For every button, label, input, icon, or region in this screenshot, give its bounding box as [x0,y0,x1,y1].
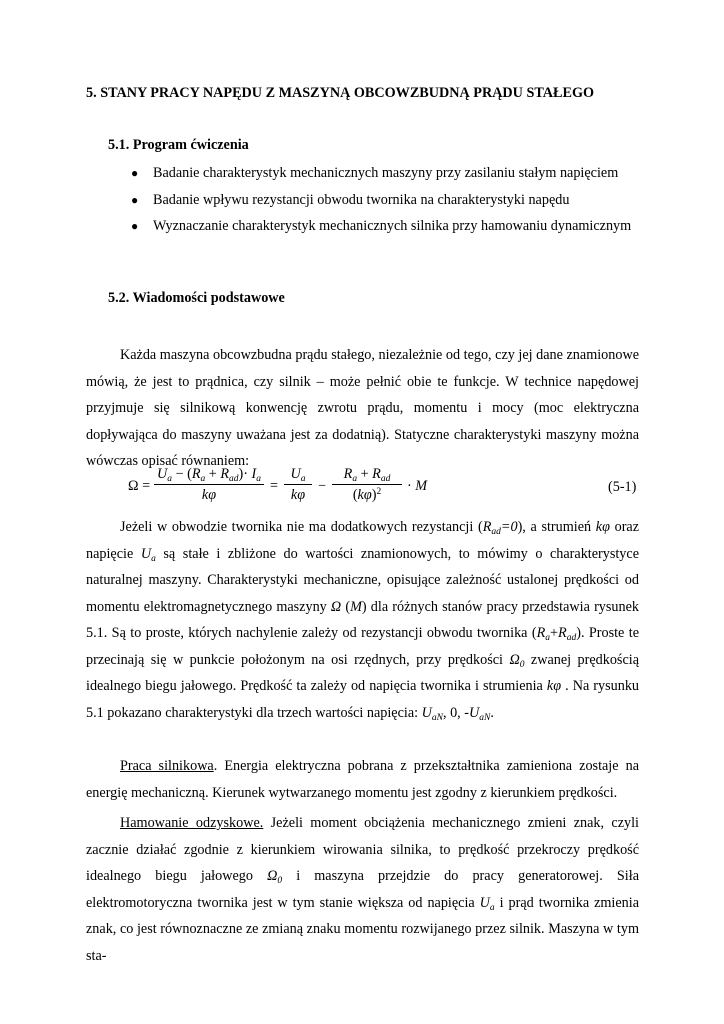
equation-fraction-1: $U_a - (R_a + R_{ad})\cdot I_a$ kφ [154,464,264,505]
paragraph-regenerative-braking: Hamowanie odzyskowe. Jeżeli moment obciążenia mechanicznego zmieni znak, czyli zacznie działać zgodnie z kierunkiem wirowania silnika, to prędkość przekroczy prędkość idealnego biegu jałowego $\Omega_0$ i maszyna przejdzie do pracy generatorowej. Siła elektromotoryczna twornika jest w tym stanie większa od napięcia $U_a$ i prąd twornika zmienia znak, co jest równoznaczne ze zmianą znaku momentu rozwijanego przez silnik. Maszyna w tym sta- [86,815,639,964]
bullet-icon: ● [131,219,139,233]
subsection-title-program: 5.1. Program ćwiczenia [108,137,249,153]
equation-lhs: Ω = [128,478,151,494]
section-heading: 5. STANY PRACY NAPĘDU Z MASZYNĄ OBCOWZBUDNĄ PRĄDU STAŁEGO [86,85,595,101]
equation-5-1: Ω = $U_a - (R_a + R_{ad})\cdot I_a$ kφ = $U_a$ kφ − $R_a + R_{ad}$ $(k\varphi)^2$ · M [128,466,428,503]
bullet-icon: ● [131,192,139,207]
paragraph-intro: Każda maszyna obcowzbudna prądu stałego, niezależnie od tego, czy jej dane znamionowe mówią, że jest to prądnica, czy silnik – może pełnić obie te funkcje. W technice napędowej przyjmuje się silnikową konwencję zwrotu prądu, momentu i mocy (moc elektryczna dopływająca do maszyny uważana jest za dodatnią). Statyczne charakterystyki maszyny można wówczas opisać równaniem: [86,347,639,469]
list-item: ● Badanie charakterystyk mechanicznych maszyny przy zasilaniu stałym napięciem [131,160,639,187]
subsection-title-basics: 5.2. Wiadomości podstawowe [108,290,285,306]
equation-number: (5-1) [608,479,637,495]
term-motor-operation: Praca silnikowa [120,758,214,774]
paragraph-characteristics: Jeżeli w obwodzie twornika nie ma dodatkowych rezystancji $(R_{ad}=0)$, a strumień kφ oraz napięcie $U_a$ są stałe i zbliżone do wartości znamionowych, to mówimy o charakterystyce naturalnej maszyny. Charakterystyki mechaniczne, opisujące zależność ustalonej prędkości od momentu elektromagnetycznego maszyny Ω (M) dla różnych stanów pracy przedstawia rysunek 5.1. Są to proste, których nachylenie zależy od rezystancji obwodu twornika $(R_a+R_{ad})$. Proste te przecinają się w punkcie położonym na osi rzędnych, przy prędkości $\Omega_0$ zwanej prędkością idealnego biegu jałowego. Prędkość ta zależy od napięcia twornika i strumienia kφ . Na rysunku 5.1 pokazano charakterystyki dla trzech wartości napięcia: $U_{aN}$, 0, $-U_{aN}$. [86,519,640,723]
bullet-icon: ● [131,166,139,180]
list-item: ● Badanie wpływu rezystancji obwodu twornika na charakterystyki napędu [131,187,639,214]
list-item: ● Wyznaczanie charakterystyk mechanicznych silnika przy hamowaniu dynamicznym [131,213,639,240]
paragraph-motor-operation: Praca silnikowa. Energia elektryczna pobrana z przekształtnika zamieniona zostaje na energię mechaniczną. Kierunek wytwarzanego momentu jest zgodny z kierunkiem prędkości. [86,758,639,801]
equation-fraction-2: $U_a$ kφ [284,464,312,505]
equation-fraction-3: $R_a + R_{ad}$ $(k\varphi)^2$ [332,464,402,505]
term-regenerative-braking: Hamowanie odzyskowe. [120,815,264,831]
exercise-program-list [131,160,639,240]
